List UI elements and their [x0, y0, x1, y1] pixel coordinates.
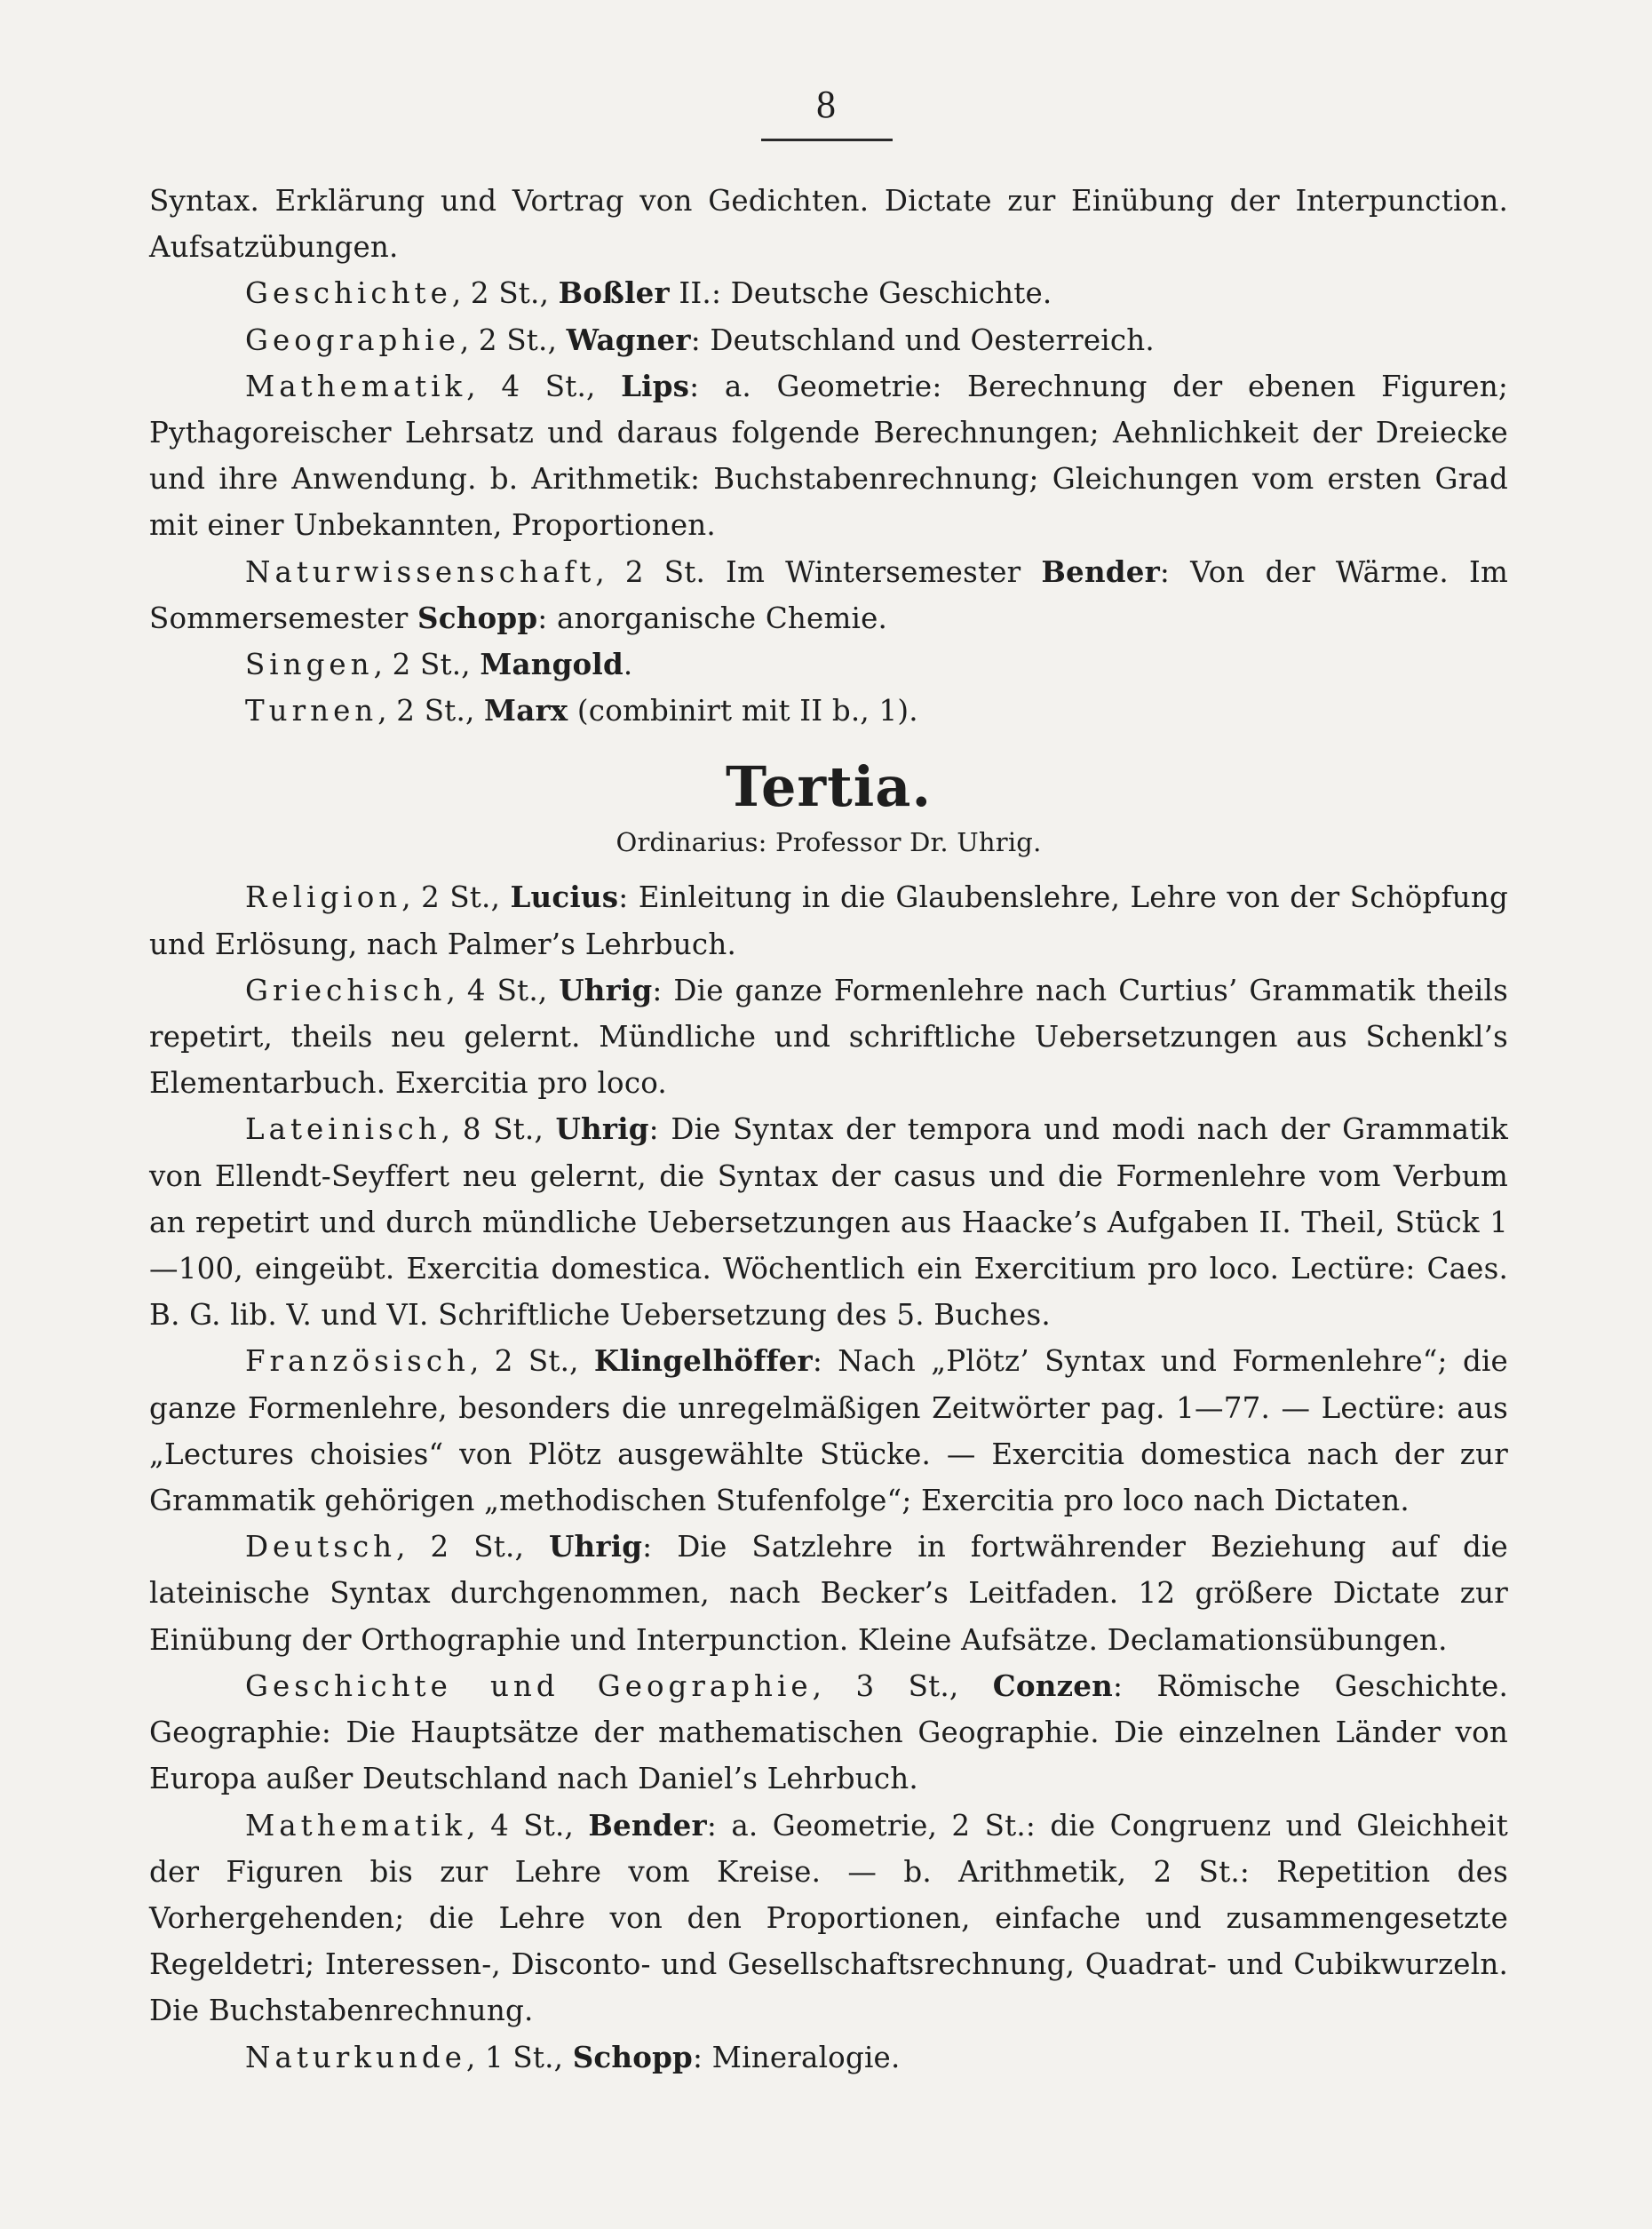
- subject-hours: , 4 St.,: [466, 369, 622, 403]
- intro-line: Syntax. Erklärung und Vortrag von Gedichten. Dictate zur Einübung der Interpunction.: [149, 184, 1508, 218]
- subject-content: (combinirt mit II b., 1).: [568, 694, 918, 728]
- subject-content: : Die Syntax der tempora und modi nach der Grammatik von Ellendt-Seyffert neu gelernt, die Syntax der casus und die Formenlehre vom Verbum an repetirt und durch mündliche Uebersetzungen aus Haacke’s Aufgaben II. Theil, Stück 1—100, eingeübt. Exercitia domestica. Wöchentlich ein Exercitium pro loco. Lectüre: Caes. B. G. lib. V. und VI. Schriftliche Uebersetzung des 5. Buches.: [149, 1112, 1508, 1333]
- teacher-name: Boßler: [558, 275, 670, 311]
- teacher-name: Marx: [484, 693, 568, 728]
- subject-hours: , 2 St.,: [377, 694, 485, 728]
- subject-hours: , 8 St.,: [441, 1112, 556, 1147]
- subject-content: : Römische Geschichte. Geographie: Die Hauptsätze der mathematischen Geographie. Die einzelnen Länder von Europa außer Deutschland nach Daniel’s Lehrbuch.: [149, 1668, 1509, 1796]
- subject-entry: [149, 363, 1508, 549]
- teacher-name: Bender: [1041, 553, 1160, 589]
- section-title: Tertia.: [725, 754, 933, 820]
- subject-entry: [149, 1106, 1508, 1338]
- subject-entry: [149, 641, 1508, 688]
- page-number: 8: [816, 83, 836, 126]
- subject-entry: [149, 270, 1508, 316]
- subject-entry: [149, 688, 1508, 734]
- subject-name: Griechisch: [245, 973, 447, 1007]
- subject-name: Singen: [245, 648, 374, 682]
- subject-hours: , 1 St.,: [465, 2040, 573, 2074]
- subject-content: : anorganische Chemie.: [537, 601, 888, 635]
- subject-entry: [149, 1338, 1508, 1524]
- teacher-name: Wagner: [566, 322, 691, 357]
- teacher-name: Lips: [621, 368, 690, 403]
- page-number-rule: [761, 139, 893, 141]
- subject-hours: , 3 St.,: [812, 1668, 993, 1703]
- subject-content: : a. Geometrie, 2 St.: die Congruenz und Gleichheit der Figuren bis zur Lehre vom Kreise. — b. Arithmetik, 2 St.: Repetition des Vorhergehenden; die Lehre von den Proportionen, einfache und zusammengesetzte Regeldetri; Interessen-, Disconto- und Gesellschaftsrechnung, Quadrat- und Cubikwurzeln. Die Buchstabenrechnung.: [149, 1808, 1508, 2028]
- teacher-name: Schopp: [572, 2039, 693, 2074]
- subject-hours: , 2 St.,: [373, 648, 481, 682]
- teacher-name: Uhrig: [559, 972, 653, 1007]
- subject-content: .: [623, 648, 633, 682]
- subject-content: II.: Deutsche Geschichte.: [669, 276, 1052, 311]
- subject-hours: , 4 St.,: [446, 973, 560, 1007]
- subject-content: : a. Geometrie: Berechnung der ebenen Figuren; Pythagoreischer Lehrsatz und daraus folgende Berechnungen; Aehnlichkeit der Dreiecke und ihre Anwendung. b. Arithmetik: Buchstabenrechnung; Gleichungen vom ersten Grad mit einer Unbekannten, Proportionen.: [149, 369, 1509, 543]
- subject-name: Religion: [245, 880, 402, 915]
- subject-name: Geschichte: [245, 276, 452, 311]
- subject-entry: [149, 967, 1508, 1107]
- subject-hours: , 2 St.,: [396, 1530, 549, 1564]
- teacher-name: Uhrig: [549, 1529, 643, 1564]
- subject-hours: , 2 St.,: [459, 322, 567, 357]
- teacher-name: Bender: [588, 1807, 707, 1843]
- teacher-name: Uhrig: [555, 1111, 649, 1147]
- subject-hours: , 2 St.,: [469, 1344, 594, 1379]
- subject-name: Geographie: [245, 322, 460, 357]
- teacher-name: Lucius: [510, 880, 619, 915]
- subject-entry: [149, 549, 1508, 641]
- teacher-name: Schopp: [417, 600, 538, 635]
- subject-content: : Die Satzlehre in fortwährender Beziehung auf die lateinische Syntax durchgenommen, nach Becker’s Leitfaden. 12 größere Dictate zur Einübung der Orthographie und Interpunction. Kleine Aufsätze. Declamationsübungen.: [149, 1530, 1508, 1657]
- subject-hours: , 2 St.,: [451, 276, 559, 311]
- subject-name: Geschichte und Geographie: [245, 1668, 813, 1703]
- subject-entry: [149, 1524, 1508, 1663]
- teacher-name: Mangold: [480, 647, 623, 682]
- subject-entry: [149, 2034, 1508, 2081]
- subject-name: Französisch: [245, 1344, 470, 1379]
- subject-entry: [149, 1803, 1508, 2034]
- intro-paragraph: [149, 178, 1508, 270]
- subject-content: : Die ganze Formenlehre nach Curtius’ Grammatik theils repetirt, theils neu gelernt. Mündliche und schriftliche Uebersetzungen aus Schenkl’s Elementarbuch. Exercitia pro loco.: [149, 973, 1508, 1101]
- subject-name: Mathematik: [245, 369, 467, 403]
- page-body: [149, 178, 1508, 2081]
- subject-name: Naturkunde: [245, 2040, 466, 2074]
- subject-content: : Mineralogie.: [692, 2040, 901, 2074]
- intro-line: Aufsatzübungen.: [149, 230, 399, 265]
- teacher-name: Klingelhöffer: [593, 1343, 813, 1379]
- subject-entry: [149, 874, 1508, 967]
- subject-content: : Von der Wärme.: [1159, 554, 1449, 589]
- subject-hours: , 4 St.,: [466, 1808, 589, 1843]
- subject-content: : Deutschland und Oesterreich.: [690, 322, 1155, 357]
- subject-content: : Einleitung in die Glaubenslehre, Lehre von der Schöpfung und Erlösung, nach Palmer’s Lehrbuch.: [149, 880, 1508, 961]
- ordinarius-line: Ordinarius: Professor Dr. Uhrig.: [616, 827, 1042, 858]
- subject-content: : Nach „Plötz’ Syntax und Formenlehre“; die ganze Formenlehre, besonders die unregelmäßigen Zeitwörter pag. 1—77. — Lectüre: aus „Lectures choisies“ von Plötz ausgewählte Stücke. — Exercitia domestica nach der zur Grammatik gehörigen „methodischen Stufenfolge“; Exercitia pro loco nach Dictaten.: [149, 1344, 1508, 1518]
- subject-name: Mathematik: [245, 1808, 467, 1843]
- subject-name: Turnen: [245, 694, 378, 728]
- teacher-name: Conzen: [992, 1668, 1113, 1703]
- subject-name: Naturwissenschaft: [245, 554, 596, 589]
- subject-entry: [149, 1663, 1508, 1803]
- subject-hours: , 2 St. Im Wintersemester: [595, 554, 1042, 589]
- subject-name: Deutsch: [245, 1530, 397, 1564]
- subject-entry: [149, 317, 1508, 363]
- subject-name: Lateinisch: [245, 1112, 441, 1147]
- subject-extra-prefix: Im Sommersemester: [149, 554, 1508, 635]
- subject-hours: , 2 St.,: [401, 880, 511, 915]
